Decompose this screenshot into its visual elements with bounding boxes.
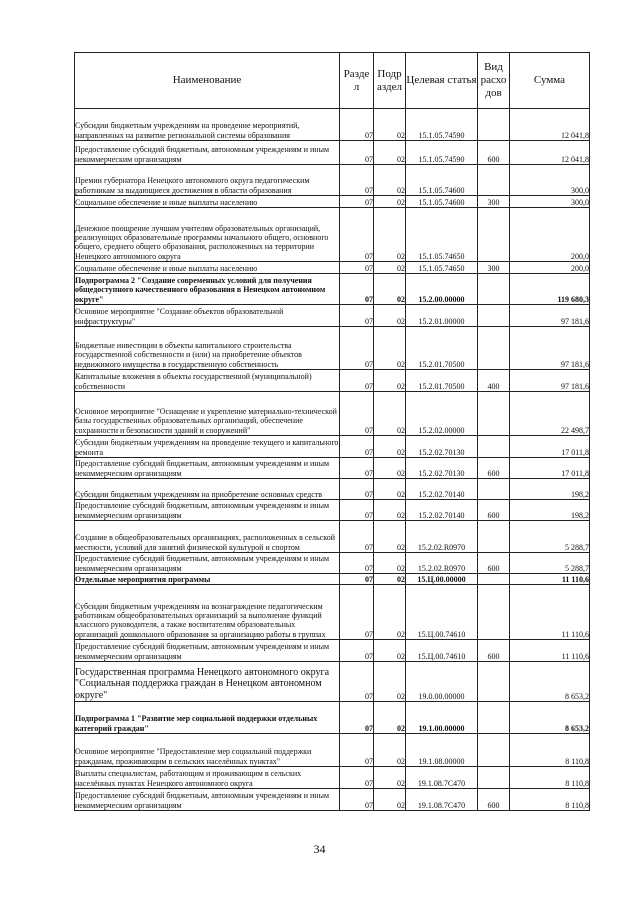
row-amount: 200,0 <box>510 208 590 262</box>
table-row <box>75 479 590 500</box>
row-subsection: 02 <box>374 574 406 585</box>
row-amount: 17 011,8 <box>510 436 590 458</box>
row-target-code: 19.1.08.7С470 <box>406 767 478 789</box>
row-section: 07 <box>340 109 374 141</box>
row-target-code: 15.1.05.74650 <box>406 208 478 262</box>
row-name: Предоставление субсидий бюджетным, автономным учреждениям и иным некоммерческим организациям <box>75 553 340 574</box>
row-section: 07 <box>340 574 374 585</box>
row-name: Социальное обеспечение и иные выплаты населению <box>75 196 340 208</box>
row-section: 07 <box>340 767 374 789</box>
row-name: Субсидии бюджетным учреждениям на приобретение основных средств <box>75 479 340 500</box>
row-expense-type: 600 <box>478 141 510 165</box>
table-row <box>75 436 590 458</box>
row-target-code: 19.1.00.00000 <box>406 702 478 734</box>
row-section: 07 <box>340 479 374 500</box>
table-row <box>75 553 590 574</box>
header-section: Разде л <box>340 53 374 109</box>
table-row <box>75 141 590 165</box>
table-header-row <box>75 53 590 109</box>
row-amount: 300,0 <box>510 196 590 208</box>
row-name: Основное мероприятие "Предоставление мер социальной поддержки гражданам, проживающим в сельских населённых пунктах" <box>75 734 340 767</box>
row-subsection: 02 <box>374 165 406 196</box>
page-number: 34 <box>313 842 326 856</box>
row-amount: 11 110,6 <box>510 585 590 640</box>
row-expense-type: 600 <box>478 500 510 521</box>
row-name: Подпрограмма 1 "Развитие мер социальной поддержки отдельных категорий граждан" <box>75 702 340 734</box>
row-section: 07 <box>340 640 374 662</box>
row-section: 07 <box>340 521 374 553</box>
row-section: 07 <box>340 436 374 458</box>
table-row <box>75 789 590 811</box>
row-subsection: 02 <box>374 208 406 262</box>
row-name: Предоставление субсидий бюджетным, автономным учреждениям и иным некоммерческим организациям <box>75 458 340 479</box>
row-target-code: 15.1.05.74600 <box>406 196 478 208</box>
row-amount: 12 041,8 <box>510 141 590 165</box>
row-name: Отдельные мероприятия программы <box>75 574 340 585</box>
row-target-code: 15.1.05.74590 <box>406 141 478 165</box>
row-subsection: 02 <box>374 458 406 479</box>
row-expense-type: 400 <box>478 370 510 392</box>
row-section: 07 <box>340 702 374 734</box>
row-expense-type <box>478 734 510 767</box>
row-subsection: 02 <box>374 585 406 640</box>
row-target-code: 15.1.05.74650 <box>406 262 478 274</box>
row-name: Денежное поощрение лучшим учителям образовательных организаций, реализующих образовательные программы начального общего, основного общего, среднего общего образования, расположенных на территории Ненецкого автономного округа <box>75 208 340 262</box>
row-section: 07 <box>340 208 374 262</box>
row-expense-type <box>478 702 510 734</box>
row-expense-type: 300 <box>478 196 510 208</box>
table-row <box>75 702 590 734</box>
row-target-code: 15.Ц.00.74610 <box>406 640 478 662</box>
row-expense-type <box>478 392 510 436</box>
row-target-code: 15.Ц.00.00000 <box>406 574 478 585</box>
row-expense-type: 600 <box>478 640 510 662</box>
row-target-code: 15.2.02.70130 <box>406 458 478 479</box>
row-amount: 97 181,6 <box>510 327 590 370</box>
row-target-code: 15.2.02.70130 <box>406 436 478 458</box>
row-target-code: 19.0.00.00000 <box>406 662 478 702</box>
row-expense-type <box>478 585 510 640</box>
row-amount: 8 653,2 <box>510 702 590 734</box>
row-subsection: 02 <box>374 789 406 811</box>
row-expense-type: 600 <box>478 553 510 574</box>
row-name: Социальное обеспечение и иные выплаты населению <box>75 262 340 274</box>
row-target-code: 15.2.02.R0970 <box>406 553 478 574</box>
row-name: Бюджетные инвестиции в объекты капитального строительства государственной собственности и (или) на приобретение объектов недвижимого имущества в государственную собственность <box>75 327 340 370</box>
table-row <box>75 109 590 141</box>
row-name: Выплаты специалистам, работающим и проживающим в сельских населённых пунктах Ненецкого автономного округа <box>75 767 340 789</box>
row-expense-type <box>478 662 510 702</box>
row-section: 07 <box>340 392 374 436</box>
table-row <box>75 640 590 662</box>
row-amount: 97 181,6 <box>510 305 590 327</box>
row-expense-type: 600 <box>478 789 510 811</box>
row-section: 07 <box>340 553 374 574</box>
row-amount: 17 011,8 <box>510 458 590 479</box>
row-amount: 5 288,7 <box>510 553 590 574</box>
row-name: Субсидии бюджетным учреждениям на вознаграждение педагогическим работникам общеобразовательных организаций за выполнение функций классного руководителя, а также воспитателям образовательных организаций дошкольного образования за организацию работы в группах <box>75 585 340 640</box>
row-subsection: 02 <box>374 521 406 553</box>
row-expense-type: 600 <box>478 458 510 479</box>
row-section: 07 <box>340 500 374 521</box>
row-name: Предоставление субсидий бюджетным, автономным учреждениям и иным некоммерческим организациям <box>75 789 340 811</box>
table-row <box>75 734 590 767</box>
row-name: Премии губернатора Ненецкого автономного округа педагогическим работникам за выдающиеся достижения в области образования <box>75 165 340 196</box>
header-target: Целевая статья <box>406 53 478 109</box>
row-section: 07 <box>340 662 374 702</box>
table-row <box>75 500 590 521</box>
row-subsection: 02 <box>374 734 406 767</box>
header-name: Наименование <box>75 53 340 109</box>
row-expense-type <box>478 165 510 196</box>
row-section: 07 <box>340 165 374 196</box>
table-row <box>75 392 590 436</box>
row-subsection: 02 <box>374 662 406 702</box>
budget-table <box>74 52 590 811</box>
table-row <box>75 274 590 305</box>
row-name: Государственная программа Ненецкого автономного округа "Социальная поддержка граждан в Ненецком автономном округе" <box>75 662 340 702</box>
table-body <box>75 109 590 811</box>
row-section: 07 <box>340 585 374 640</box>
row-target-code: 19.1.08.7С470 <box>406 789 478 811</box>
row-name: Субсидии бюджетным учреждениям на проведение текущего и капитального ремонта <box>75 436 340 458</box>
table-row <box>75 208 590 262</box>
row-target-code: 15.1.05.74600 <box>406 165 478 196</box>
row-target-code: 15.2.01.70500 <box>406 327 478 370</box>
header-expense-type: Вид расхо дов <box>478 53 510 109</box>
row-expense-type <box>478 109 510 141</box>
table-row <box>75 305 590 327</box>
row-section: 07 <box>340 327 374 370</box>
row-amount: 198,2 <box>510 500 590 521</box>
row-section: 07 <box>340 458 374 479</box>
table-row <box>75 165 590 196</box>
row-subsection: 02 <box>374 141 406 165</box>
header-subsection: Подр аздел <box>374 53 406 109</box>
row-amount: 8 110,8 <box>510 734 590 767</box>
row-target-code: 15.2.02.R0970 <box>406 521 478 553</box>
row-name: Создание в общеобразовательных организациях, расположенных в сельской местности, условий для занятий физической культурой и спортом <box>75 521 340 553</box>
row-section: 07 <box>340 196 374 208</box>
row-target-code: 15.Ц.00.74610 <box>406 585 478 640</box>
row-expense-type <box>478 327 510 370</box>
row-amount: 200,0 <box>510 262 590 274</box>
row-amount: 5 288,7 <box>510 521 590 553</box>
row-target-code: 15.2.02.70140 <box>406 479 478 500</box>
row-target-code: 15.2.02.70140 <box>406 500 478 521</box>
row-expense-type <box>478 521 510 553</box>
row-name: Субсидии бюджетным учреждениям на проведение мероприятий, направленных на развитие региональной системы образования <box>75 109 340 141</box>
table-row <box>75 662 590 702</box>
row-section: 07 <box>340 274 374 305</box>
table-row <box>75 196 590 208</box>
row-subsection: 02 <box>374 436 406 458</box>
row-amount: 300,0 <box>510 165 590 196</box>
row-subsection: 02 <box>374 262 406 274</box>
row-amount: 97 181,6 <box>510 370 590 392</box>
row-target-code: 15.2.00.00000 <box>406 274 478 305</box>
row-subsection: 02 <box>374 370 406 392</box>
row-subsection: 02 <box>374 500 406 521</box>
row-amount: 8 653,2 <box>510 662 590 702</box>
row-target-code: 15.2.01.70500 <box>406 370 478 392</box>
row-expense-type <box>478 436 510 458</box>
row-subsection: 02 <box>374 767 406 789</box>
row-target-code: 19.1.08.00000 <box>406 734 478 767</box>
row-amount: 8 110,8 <box>510 767 590 789</box>
row-section: 07 <box>340 370 374 392</box>
row-subsection: 02 <box>374 274 406 305</box>
row-subsection: 02 <box>374 305 406 327</box>
row-subsection: 02 <box>374 392 406 436</box>
row-amount: 11 110,6 <box>510 640 590 662</box>
table-row <box>75 327 590 370</box>
row-expense-type <box>478 208 510 262</box>
row-name: Предоставление субсидий бюджетным, автономным учреждениям и иным некоммерческим организациям <box>75 640 340 662</box>
row-target-code: 15.2.01.00000 <box>406 305 478 327</box>
row-expense-type <box>478 574 510 585</box>
row-section: 07 <box>340 305 374 327</box>
row-name: Предоставление субсидий бюджетным, автономным учреждениям и иным некоммерческим организациям <box>75 500 340 521</box>
table-row <box>75 262 590 274</box>
row-subsection: 02 <box>374 702 406 734</box>
row-subsection: 02 <box>374 640 406 662</box>
row-subsection: 02 <box>374 553 406 574</box>
row-subsection: 02 <box>374 327 406 370</box>
row-subsection: 02 <box>374 479 406 500</box>
row-amount: 8 110,8 <box>510 789 590 811</box>
row-expense-type <box>478 274 510 305</box>
row-target-code: 15.1.05.74590 <box>406 109 478 141</box>
row-expense-type <box>478 767 510 789</box>
row-expense-type <box>478 479 510 500</box>
row-section: 07 <box>340 141 374 165</box>
row-target-code: 15.2.02.00000 <box>406 392 478 436</box>
row-subsection: 02 <box>374 196 406 208</box>
row-name: Основное мероприятие "Оснащение и укрепление материально-технической базы государственных образовательных организаций, обеспечение сохранности и безопасности зданий и сооружений" <box>75 392 340 436</box>
table-row <box>75 585 590 640</box>
row-name: Подпрограмма 2 "Создание современных условий для получения общедоступного качественного образования в Ненецком автономном округе" <box>75 274 340 305</box>
header-amount: Сумма <box>510 53 590 109</box>
row-name: Основное мероприятие "Создание объектов образовательной инфраструктуры" <box>75 305 340 327</box>
row-amount: 198,2 <box>510 479 590 500</box>
table-row <box>75 458 590 479</box>
table-row <box>75 574 590 585</box>
table-row <box>75 767 590 789</box>
row-amount: 119 680,3 <box>510 274 590 305</box>
row-section: 07 <box>340 789 374 811</box>
row-amount: 12 041,8 <box>510 109 590 141</box>
table-row <box>75 370 590 392</box>
row-subsection: 02 <box>374 109 406 141</box>
row-name: Предоставление субсидий бюджетным, автономным учреждениям и иным некоммерческим организациям <box>75 141 340 165</box>
row-section: 07 <box>340 262 374 274</box>
row-expense-type <box>478 305 510 327</box>
row-name: Капитальные вложения в объекты государственной (муниципальной) собственности <box>75 370 340 392</box>
row-amount: 22 498,7 <box>510 392 590 436</box>
table-row <box>75 521 590 553</box>
row-section: 07 <box>340 734 374 767</box>
row-amount: 11 110,6 <box>510 574 590 585</box>
row-expense-type: 300 <box>478 262 510 274</box>
